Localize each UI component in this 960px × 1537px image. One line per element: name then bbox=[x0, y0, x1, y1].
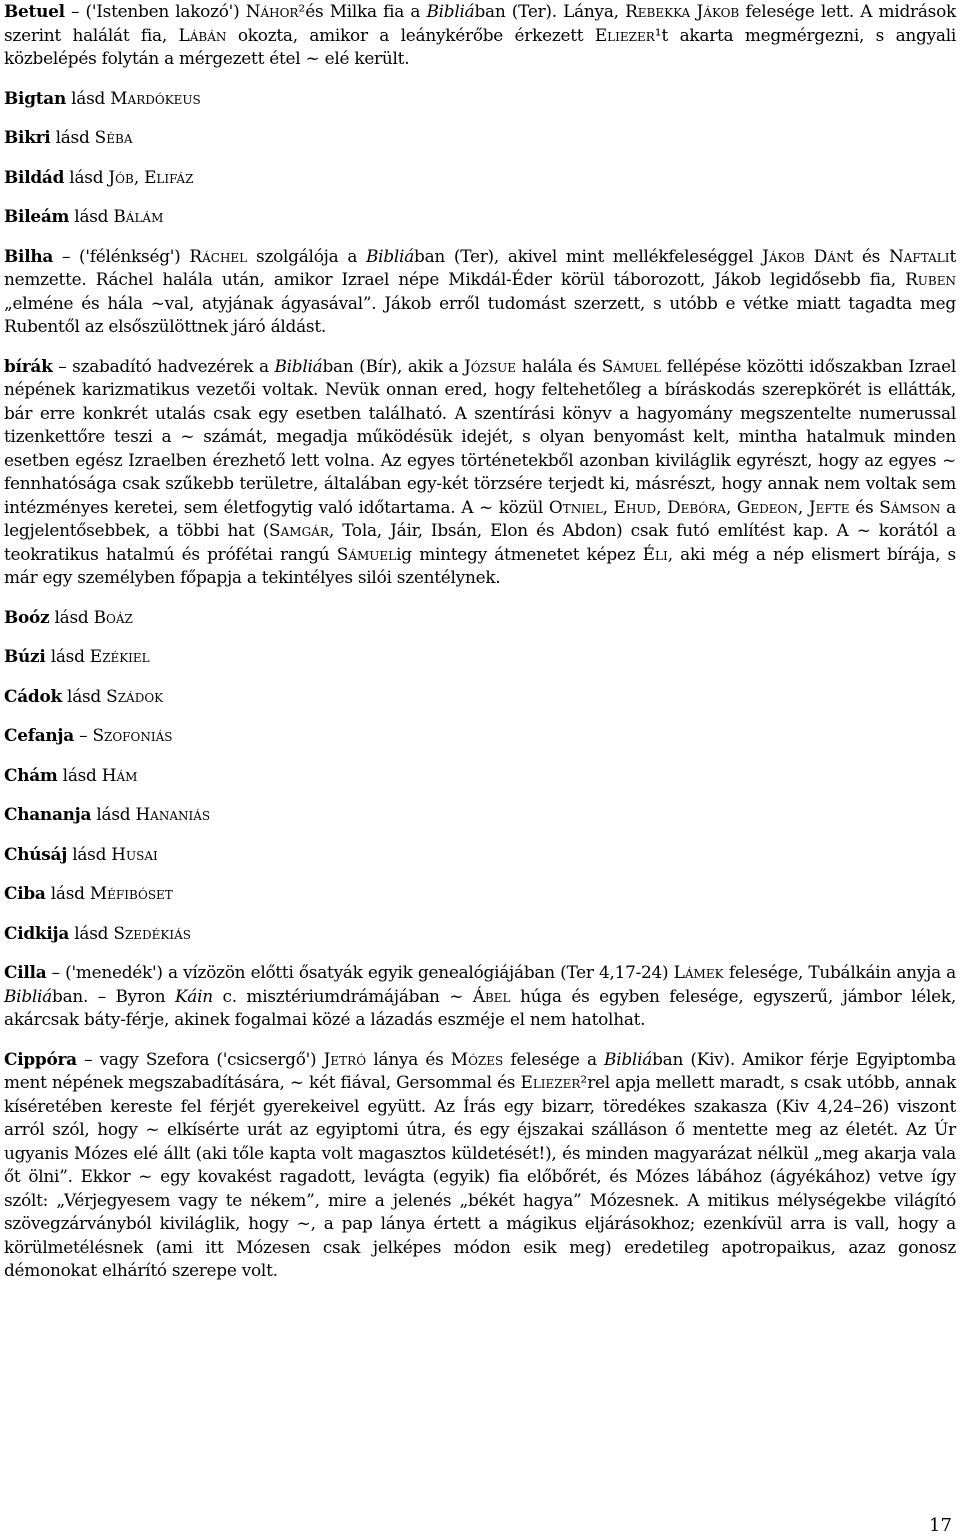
cross-reference: Ábel bbox=[472, 985, 511, 1006]
headword: Chúsáj bbox=[4, 843, 68, 864]
headword: Búzi bbox=[4, 646, 46, 666]
cross-reference: Otniel bbox=[548, 496, 603, 517]
entry-text: ig mintegy átmenetet képez bbox=[396, 543, 643, 564]
entry-text: , bbox=[725, 496, 737, 517]
entry-text: lásd bbox=[49, 606, 94, 627]
cross-reference: Boáz bbox=[93, 606, 133, 627]
entry-text: halála és bbox=[516, 355, 602, 376]
document-page bbox=[4, 0, 956, 1283]
cross-reference: Hananiás bbox=[135, 804, 211, 824]
entry-betuel bbox=[4, 0, 956, 71]
italic-text: Bibliá bbox=[274, 355, 323, 376]
entry-text: lásd bbox=[45, 883, 90, 903]
cross-reference: Debóra bbox=[667, 496, 726, 517]
headword: Bikri bbox=[4, 127, 51, 147]
headword: Cefanja bbox=[4, 725, 74, 745]
entry-text: ban (Ter). Lánya, bbox=[474, 1, 626, 21]
headword: bírák bbox=[4, 355, 53, 376]
entry-cham bbox=[4, 764, 956, 788]
cross-reference: Naftali bbox=[888, 245, 950, 266]
entry-text: lásd bbox=[45, 646, 90, 666]
cross-reference: Lábán bbox=[178, 24, 227, 45]
entry-text: ban (Ter), akivel mint mellékfeleséggel bbox=[414, 245, 763, 266]
cross-reference: Ehud bbox=[613, 496, 657, 517]
entry-buzi bbox=[4, 645, 956, 669]
cross-reference: Sámson bbox=[879, 496, 941, 517]
cross-reference: Samgár bbox=[269, 520, 329, 540]
entry-text: lásd bbox=[64, 166, 109, 187]
entry-text: , bbox=[797, 496, 809, 517]
cross-reference: Szádok bbox=[106, 685, 164, 706]
entry-text: – szabadító hadvezérek a bbox=[52, 355, 275, 376]
entry-text: és bbox=[849, 496, 880, 517]
headword: Cidkija bbox=[4, 922, 70, 943]
cross-reference: Jób bbox=[108, 166, 134, 187]
headword: Cádok bbox=[4, 685, 62, 706]
entry-text: felesége lett. A midrások szerint halálát fia, bbox=[4, 1, 956, 45]
entry-text: – ('Istenben lakozó') bbox=[64, 1, 246, 21]
cross-reference: Náhor² bbox=[245, 1, 306, 21]
entry-bikri bbox=[4, 126, 956, 150]
entry-text: okozta, amikor a leánykérőbe érkezett bbox=[226, 24, 595, 45]
entry-text: lásd bbox=[66, 87, 111, 108]
cross-reference: Sámuel bbox=[601, 355, 662, 376]
entry-text: – bbox=[74, 725, 93, 745]
cross-reference: Ruben bbox=[905, 269, 956, 289]
headword: Betuel bbox=[4, 1, 65, 21]
entry-chusaj bbox=[4, 843, 956, 867]
entry-text: és Milka fia a bbox=[305, 1, 427, 21]
entry-text bbox=[805, 246, 814, 266]
headword: Bigtan bbox=[4, 87, 67, 108]
cross-reference: Jákob bbox=[762, 245, 805, 266]
entry-text: lásd bbox=[91, 804, 136, 824]
cross-reference: Elifáz bbox=[144, 166, 194, 187]
entry-text: ban (Kiv). Amikor férje Egyiptomba ment népének megszabadítására, ~ két fiával, Gersommal és bbox=[4, 1048, 956, 1092]
entry-cadok bbox=[4, 685, 956, 709]
italic-text: Káin bbox=[174, 985, 213, 1006]
headword: Ciba bbox=[4, 883, 46, 903]
entry-cippora bbox=[4, 1048, 956, 1283]
entry-cefanja bbox=[4, 724, 956, 748]
entry-text: lásd bbox=[69, 206, 114, 226]
cross-reference: Jákob bbox=[696, 1, 740, 21]
entry-cilla bbox=[4, 961, 956, 1032]
cross-reference: Bálám bbox=[113, 206, 164, 226]
entry-text: lásd bbox=[69, 922, 114, 943]
entry-birak bbox=[4, 355, 956, 590]
entry-text: felesége, Tubálkáin anyja a bbox=[723, 962, 956, 982]
entry-text: c. misztériumdrámájában ~ bbox=[212, 985, 473, 1006]
italic-text: Bibliá bbox=[366, 245, 415, 266]
cross-reference: Jetró bbox=[323, 1048, 367, 1069]
entry-text: t akarta megmérgezni, s angyali közbelépés folytán a mérgezett étel ~ elé került. bbox=[4, 24, 956, 68]
entry-text: , aki még a nép elismert bírája, s már egy személyben főpapja a tekintélyes silói szentélynek. bbox=[4, 543, 956, 587]
italic-text: Bibliá bbox=[4, 985, 53, 1006]
entry-bilha bbox=[4, 245, 956, 339]
cross-reference: Rebekka bbox=[625, 1, 691, 21]
cross-reference: Dán bbox=[813, 245, 847, 266]
cross-reference: Gedeon bbox=[736, 496, 798, 517]
entry-text: „elméne és hála ~val, atyjának ágyasával”. Jákob erről tudomást szerzett, s utóbb e vétke miatt tagadta meg Rubentől az elsőszülöttnek járó áldást. bbox=[4, 292, 956, 336]
cross-reference: Mardókeus bbox=[110, 87, 201, 108]
entry-text: , Tola, Jáir, Ibsán, Elon és Abdon) csak futó említést kap. A ~ korától a teokratikus hatalmú és prófétai rangú bbox=[4, 520, 956, 564]
entry-text: lásd bbox=[50, 127, 95, 147]
cross-reference: Szedékiás bbox=[113, 922, 191, 943]
entry-text: lánya és bbox=[366, 1048, 451, 1069]
entry-text: szolgálója a bbox=[247, 245, 367, 266]
cross-reference: Mózes bbox=[450, 1048, 504, 1069]
entry-text: lásd bbox=[61, 685, 107, 706]
cross-reference: Lámek bbox=[673, 962, 724, 982]
cross-reference: Husai bbox=[111, 843, 158, 864]
italic-text: Bibliá bbox=[426, 1, 475, 21]
entry-text: ban. – Byron bbox=[52, 985, 175, 1006]
entry-text: a legjelentősebbek, a többi hat ( bbox=[4, 496, 956, 540]
entry-chananja bbox=[4, 803, 956, 827]
cross-reference: Éli bbox=[642, 543, 668, 564]
cross-reference: Ezékiel bbox=[89, 646, 150, 666]
entry-text: t és bbox=[846, 245, 889, 266]
cross-reference: Eliezer¹ bbox=[594, 24, 662, 45]
entry-text: lásd bbox=[67, 843, 112, 864]
entry-bildad bbox=[4, 166, 956, 190]
headword: Bildád bbox=[4, 166, 65, 187]
headword: Bilha bbox=[4, 245, 54, 266]
entry-text: ban (Bír), akik a bbox=[322, 355, 465, 376]
cross-reference: Szofoniás bbox=[92, 725, 173, 745]
headword: Cilla bbox=[4, 962, 47, 982]
entry-text: lásd bbox=[57, 764, 102, 785]
cross-reference: Séba bbox=[94, 127, 133, 147]
headword: Chananja bbox=[4, 804, 92, 824]
cross-reference: Jefte bbox=[808, 496, 850, 517]
entry-text: , bbox=[133, 166, 145, 187]
entry-text: , bbox=[656, 496, 668, 517]
entry-text: t nemzette. Ráchel halála után, amikor Izrael népe Mikdál-Éder körül táborozott, Jákob legidősebb fia, bbox=[4, 245, 956, 289]
cross-reference: Eliezer² bbox=[520, 1072, 588, 1092]
entry-text: felesége a bbox=[503, 1048, 605, 1069]
headword: Cippóra bbox=[4, 1048, 77, 1069]
entry-text: húga és egyben felesége, egyszerű, jámbor lélek, akárcsak báty-férje, akinek fogalmai közé a lázadás eszméje el nem hatolhat. bbox=[4, 985, 956, 1029]
entry-text: , bbox=[602, 496, 614, 517]
cross-reference: Józsue bbox=[464, 355, 517, 376]
entry-text: – vagy Szefora ('csicsergő') bbox=[76, 1048, 324, 1069]
headword: Bileám bbox=[4, 206, 70, 226]
headword: Boóz bbox=[4, 606, 50, 627]
entry-text: – ('menedék') a vízözön előtti ősatyák egyik genealógiájában (Ter 4,17-24) bbox=[46, 962, 674, 982]
entry-text: fellépése közötti időszakban Izrael népének karizmatikus vezetői voltak. Nevük onnan ered, hogy feltehetőleg a bíráskodás szerepkörét is ellátták, bár erre konkrét utalás csak egy esetben található. A szentírási könyv a hagyomány megszentelte numerussal tizenkettőre teszi a ~ számát, megadja működésük idejét, s olyan benyomást kelt, mintha hatalmuk minden esetben egész Izraelben érezhető lett volna. Az egyes történetekből azonban kiviláglik egyrészt, hogy az egyes ~ fennhatósága csak szűkebb területre, általában egy-két törzsére terjedt ki, másrészt, hogy annak nem voltak sem intézményes keretei, sem életfogytig való időtartama. A ~ közül bbox=[4, 355, 956, 517]
page-number: 17 bbox=[929, 1515, 952, 1536]
headword: Chám bbox=[4, 764, 58, 785]
entry-ciba bbox=[4, 882, 956, 906]
entry-booz bbox=[4, 606, 956, 630]
entry-bigtan bbox=[4, 87, 956, 111]
entry-cidkija bbox=[4, 922, 956, 946]
entry-text: – ('félénkség') bbox=[53, 245, 190, 266]
cross-reference: Méfibóset bbox=[89, 883, 173, 903]
italic-text: Bibliá bbox=[604, 1048, 653, 1069]
entry-bileam bbox=[4, 205, 956, 229]
cross-reference: Hám bbox=[101, 764, 138, 785]
entry-text: rel apja mellett maradt, s csak utóbb, annak kíséretében kereste fel férjét gyerekeivel együtt. Az Írás egy bizarr, töredékes szakasza (Kiv 4,24–26) viszont arról szól, hogy ~ elkísérte urát az egyiptomi útra, és egy éjszakai szálláson ő mentette meg az életét. Az Úr ugyanis Mózes elé állt (aki tőle kapta volt magasztos küldetését!), és minden magyarázat nélkül „meg akarja vala őt ölni”. Ekkor ~ egy kovakést ragadott, levágta (egyik) fia előbőrét, és Mózes lábához (ágyékához) vetve így szólt: „Vérjegyesem vagy te nékem”, mire a jelenés „békét hagya” Mózesnek. A mitikus mélységekbe világító szövegzárványból kiviláglik, hogy ~, a pap lánya értett a mágikus eljárásokhoz; ezenkívül arra is vall, hogy a körülmetélésnek (ami itt Mózesen csak jelképes módon esik meg) eredetileg apotropaikus, azaz gonosz démonokat elhárító szerepe volt. bbox=[4, 1072, 956, 1280]
cross-reference: Sámuel bbox=[336, 543, 397, 564]
cross-reference: Ráchel bbox=[189, 245, 248, 266]
